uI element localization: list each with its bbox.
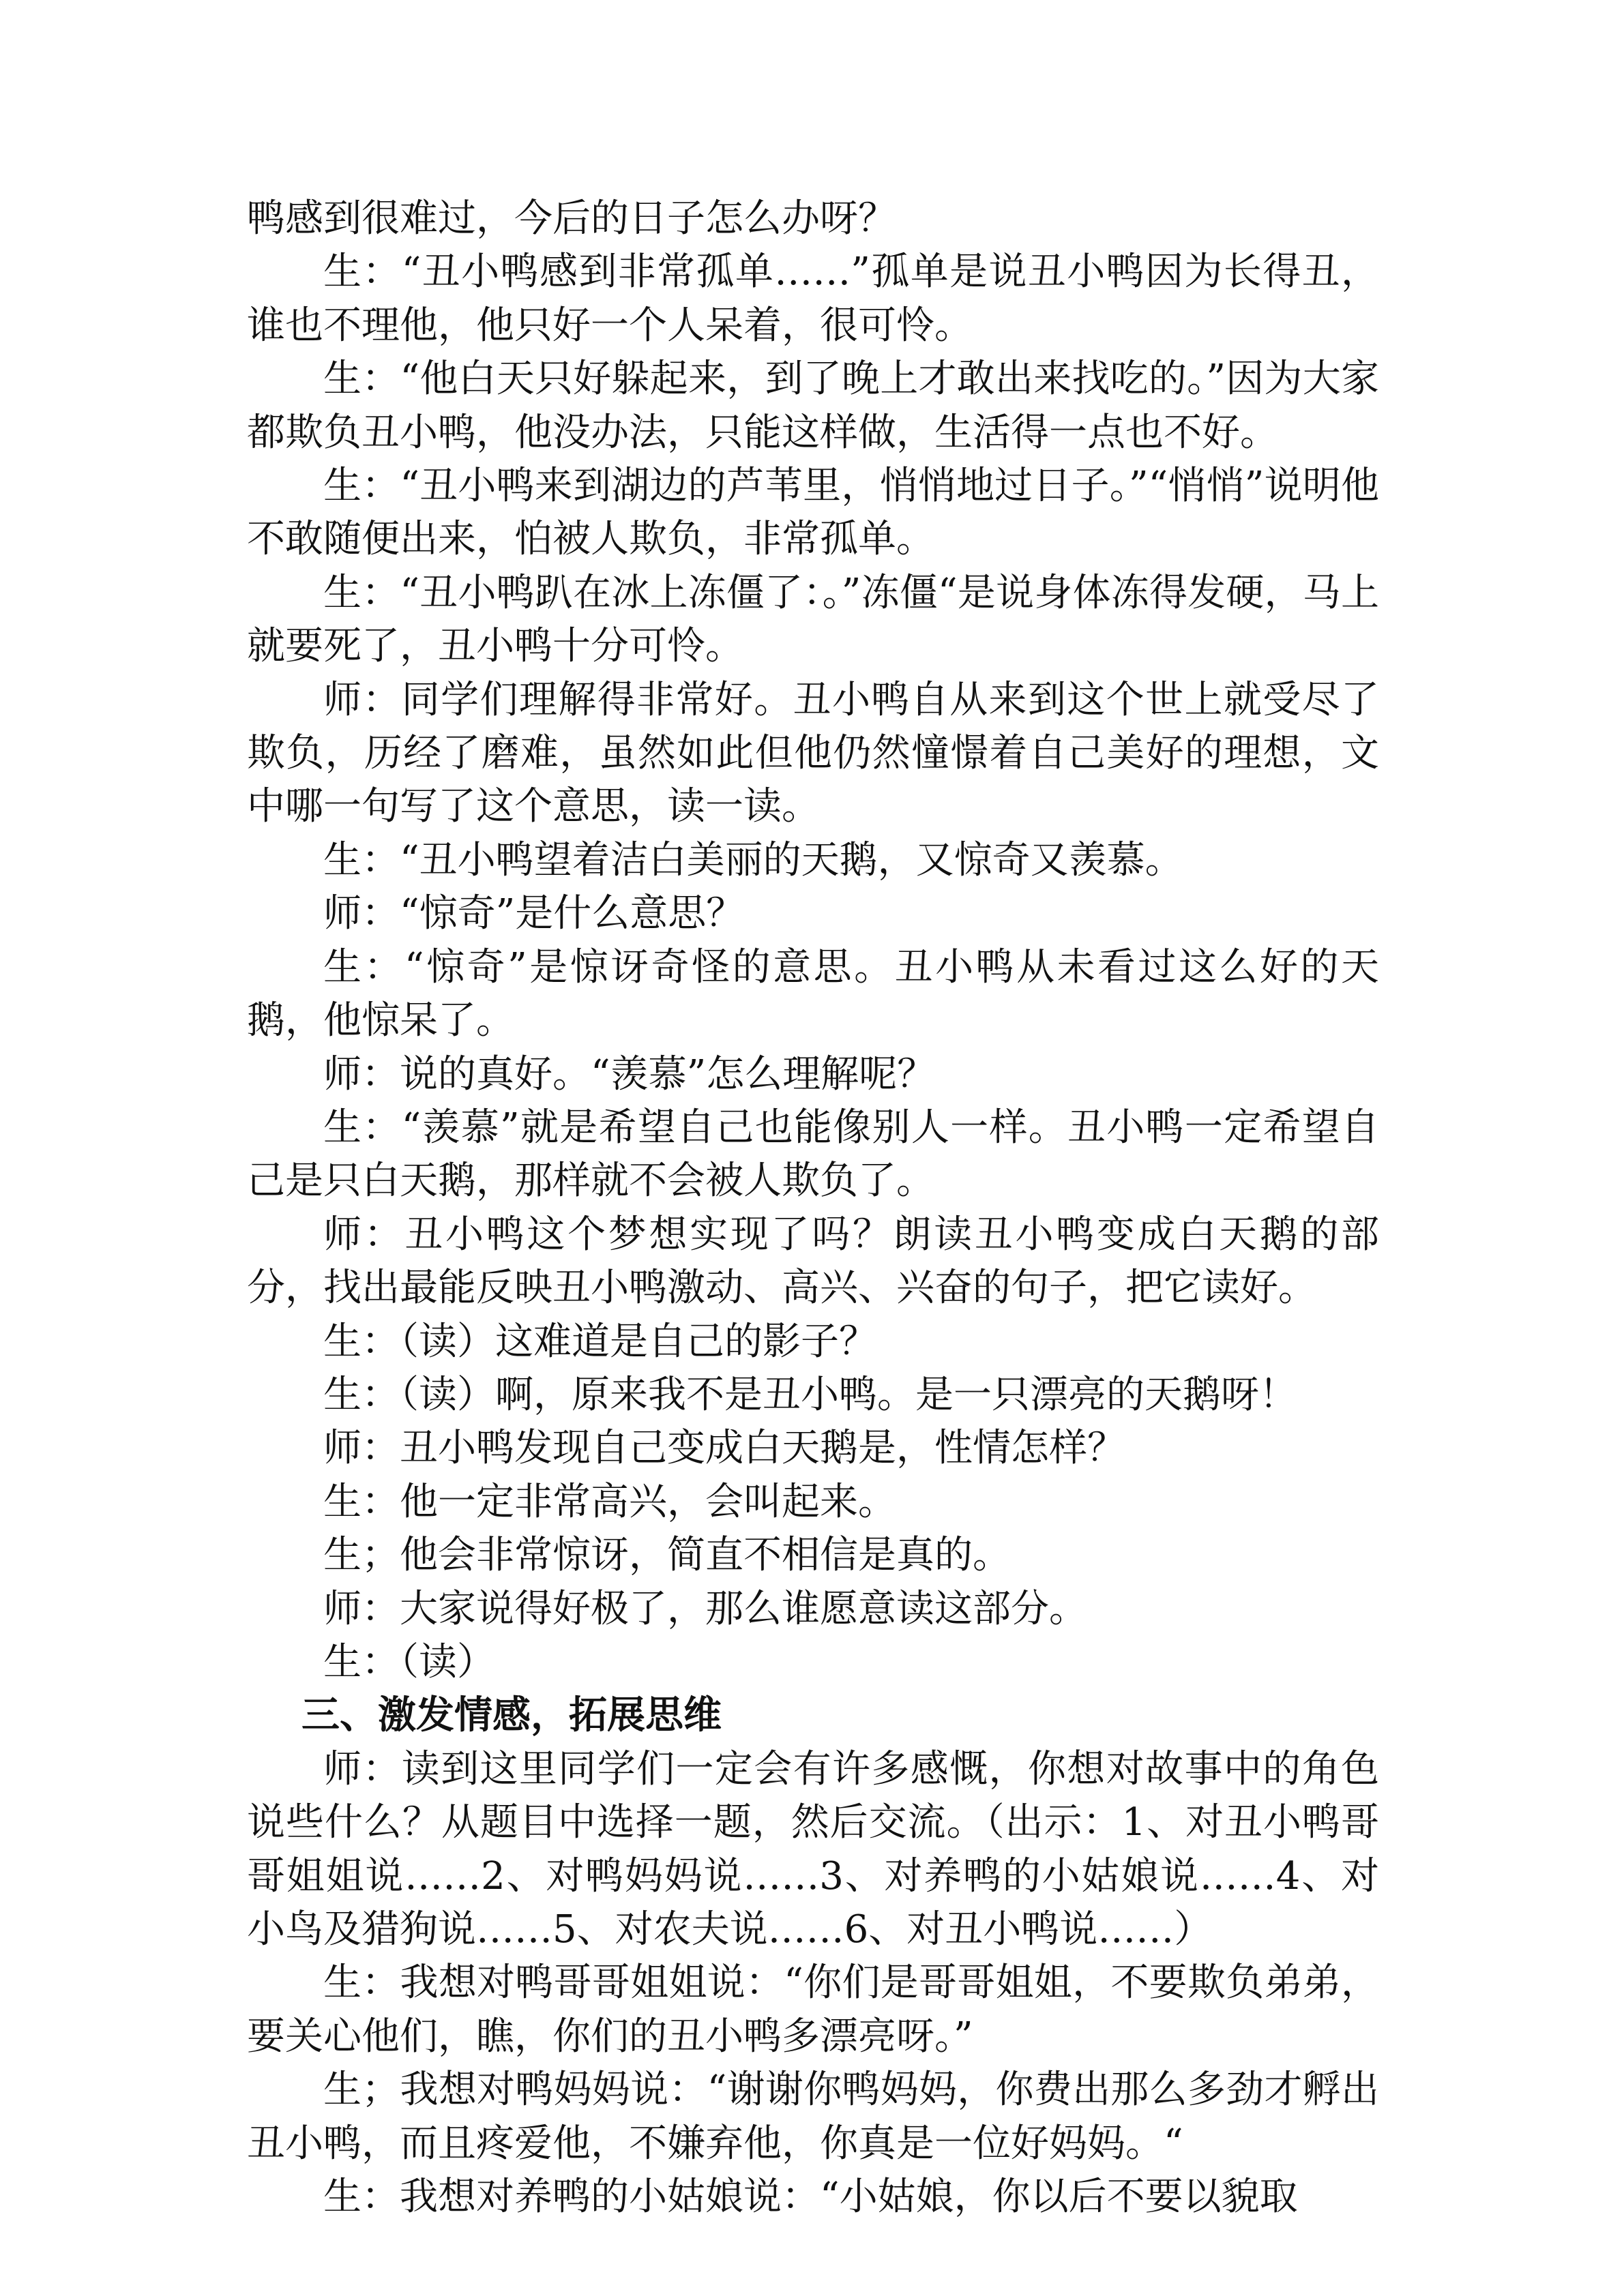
paragraph: 生：（读）这难道是自己的影子？	[323, 1319, 877, 1364]
paragraph: 生：“丑小鸭来到湖边的芦苇里，悄悄地过日子。”“悄悄”说明他不敢随便出来，怕被人欺负，非常孤单。	[247, 464, 1379, 562]
paragraph: 生：“羡慕”就是希望自己也能像别人一样。丑小鸭一定希望自己是只白天鹅，那样就不会被人欺负了。	[247, 1105, 1379, 1204]
document-page	[247, 192, 1379, 2224]
paragraph: 生；我想对鸭妈妈说：“谢谢你鸭妈妈，你费出那么多劲才孵出丑小鸭，而且疼爱他，不嫌弃他，你真是一位好妈妈。“	[247, 2068, 1379, 2166]
paragraph: 师：“惊奇”是什么意思？	[323, 891, 745, 936]
paragraph: 生：我想对鸭哥哥姐姐说：“你们是哥哥姐姐，不要欺负弟弟，要关心他们，瞧，你们的丑小鸭多漂亮呀。”	[247, 1960, 1379, 2059]
section-heading: 三、激发情感，拓展思维	[301, 1693, 722, 1738]
paragraph: 生；他会非常惊讶，简直不相信是真的。	[323, 1533, 1011, 1578]
paragraph-continuation: 鸭感到很难过，今后的日子怎么办呀？	[247, 196, 896, 241]
paragraph: 生：“他白天只好躲起来，到了晚上才敢出来找吃的。”因为大家都欺负丑小鸭，他没办法，只能这样做，生活得一点也不好。	[247, 357, 1379, 455]
paragraph: 师：同学们理解得非常好。丑小鸭自从来到这个世上就受尽了欺负，历经了磨难，虽然如此但他仍然憧憬着自己美好的理想，文中哪一句写了这个意思，读一读。	[247, 677, 1379, 829]
paragraph: 生：（读）啊，原来我不是丑小鸭。是一只漂亮的天鹅呀！	[323, 1372, 1297, 1417]
paragraph: 生：“丑小鸭趴在冰上冻僵了：。”冻僵“是说身体冻得发硬，马上就要死了，丑小鸭十分可怜。	[247, 570, 1379, 669]
paragraph: 师：大家说得好极了，那么谁愿意读这部分。	[323, 1586, 1087, 1631]
paragraph: 生：“惊奇”是惊讶奇怪的意思。丑小鸭从未看过这么好的天鹅，他惊呆了。	[247, 944, 1379, 1043]
paragraph: 生：（读）	[323, 1639, 495, 1684]
paragraph: 师：丑小鸭这个梦想实现了吗？朗读丑小鸭变成白天鹅的部分，找出最能反映丑小鸭激动、高兴、兴奋的句子，把它读好。	[247, 1212, 1379, 1311]
paragraph: 生：他一定非常高兴，会叫起来。	[323, 1479, 896, 1524]
paragraph: 生：“丑小鸭感到非常孤单……”孤单是说丑小鸭因为长得丑，谁也不理他，他只好一个人呆着，很可怜。	[247, 250, 1379, 348]
paragraph: 生：“丑小鸭望着洁白美丽的天鹅，又惊奇又羡慕。	[323, 837, 1183, 882]
paragraph: 生：我想对养鸭的小姑娘说：“小姑娘，你以后不要以貌取	[323, 2175, 1298, 2220]
paragraph: 师：说的真好。“羡慕”怎么理解呢？	[323, 1052, 936, 1097]
paragraph: 师：读到这里同学们一定会有许多感慨，你想对故事中的角色说些什么？从题目中选择一题，然后交流。（出示：1、对丑小鸭哥哥姐姐说……2、对鸭妈妈说……3、对养鸭的小姑娘说……4、对小鸟及猎狗说……5、对农夫说……6、对丑小鸭说……）	[247, 1746, 1379, 1952]
paragraph: 师：丑小鸭发现自己变成白天鹅是，性情怎样？	[323, 1426, 1125, 1471]
